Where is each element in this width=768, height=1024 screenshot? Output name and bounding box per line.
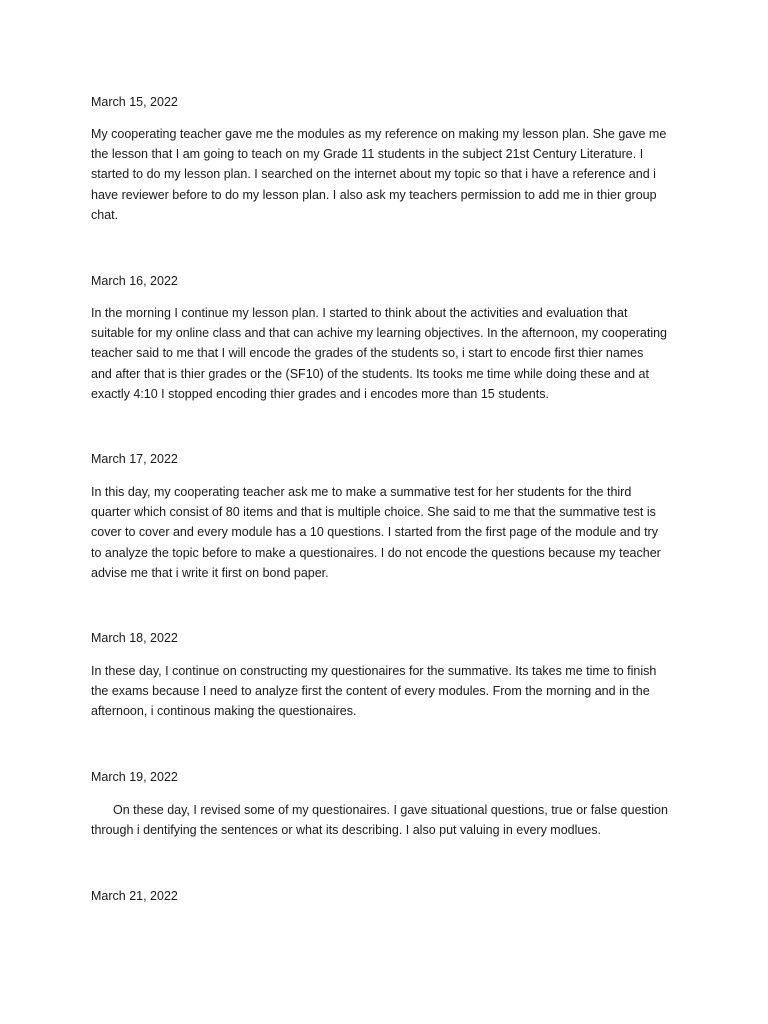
paragraph-line: to analyze the topic before to make a questionaires. I do not encode the questions because my teacher (91, 545, 661, 560)
paragraph-line: teacher said to me that I will encode the grades of the students so, i start to encode first thier names (91, 346, 644, 361)
paragraph-line: My cooperating teacher gave me the modules as my reference on making my lesson plan. She gave me (91, 127, 667, 141)
entry-paragraph (91, 482, 691, 583)
paragraph-line: cover to cover and every module has a 10 questions. I started from the first page of the module and try (91, 525, 658, 540)
paragraph-line: exactly 4:10 I stopped encoding thier grades and i encodes more than 15 students. (91, 386, 549, 401)
entry-paragraph (91, 124, 691, 225)
paragraph-line: the lesson that I am going to teach on my Grade 11 students in the subject 21st Century Literature. I (91, 147, 644, 162)
paragraph-line: have reviewer before to do my lesson plan. I also ask my teachers permission to add me in thier group (91, 187, 657, 202)
entry-date: March 21, 2022 (91, 889, 178, 903)
entry-paragraph (91, 661, 691, 722)
entry-date: March 18, 2022 (91, 631, 178, 645)
paragraph-line: chat. (91, 207, 119, 222)
entry-date: March 19, 2022 (91, 770, 178, 784)
paragraph-line: afternoon, i continous making the questionaires. (91, 704, 357, 719)
paragraph-line: and after that is thier grades or the (SF10) of the students. Its tooks me time while doing these and at (91, 366, 649, 381)
paragraph-line: In these day, I continue on constructing my questionaires for the summative. Its takes me time to finish (91, 664, 657, 678)
paragraph-line: through i dentifying the sentences or what its describing. I also put valuing in every modlues. (91, 823, 602, 838)
entry-date: March 17, 2022 (91, 452, 178, 466)
paragraph-line: In the morning I continue my lesson plan. I started to think about the activities and evaluation that (91, 306, 628, 320)
entry-paragraph (91, 800, 691, 840)
entry-paragraph (91, 303, 691, 404)
paragraph-line: suitable for my online class and that can achive my learning objectives. In the afternoon, my cooperating (91, 326, 668, 341)
entry-date: March 16, 2022 (91, 274, 178, 288)
paragraph-line: the exams because I need to analyze first the content of every modules. From the morning and in the (91, 684, 650, 699)
paragraph-line: started to do my lesson plan. I searched on the internet about my topic so that i have a reference and i (91, 167, 656, 182)
paragraph-line: In this day, my cooperating teacher ask me to make a summative test for her students for the third (91, 485, 632, 499)
entry-date: March 15, 2022 (91, 95, 178, 109)
paragraph-line: quarter which consist of 80 items and that is multiple choice. She said to me that the summative test is (91, 505, 656, 520)
paragraph-line: advise me that i write it first on bond paper. (91, 565, 329, 580)
paragraph-line: On these day, I revised some of my questionaires. I gave situational questions, true or false question (113, 803, 668, 817)
